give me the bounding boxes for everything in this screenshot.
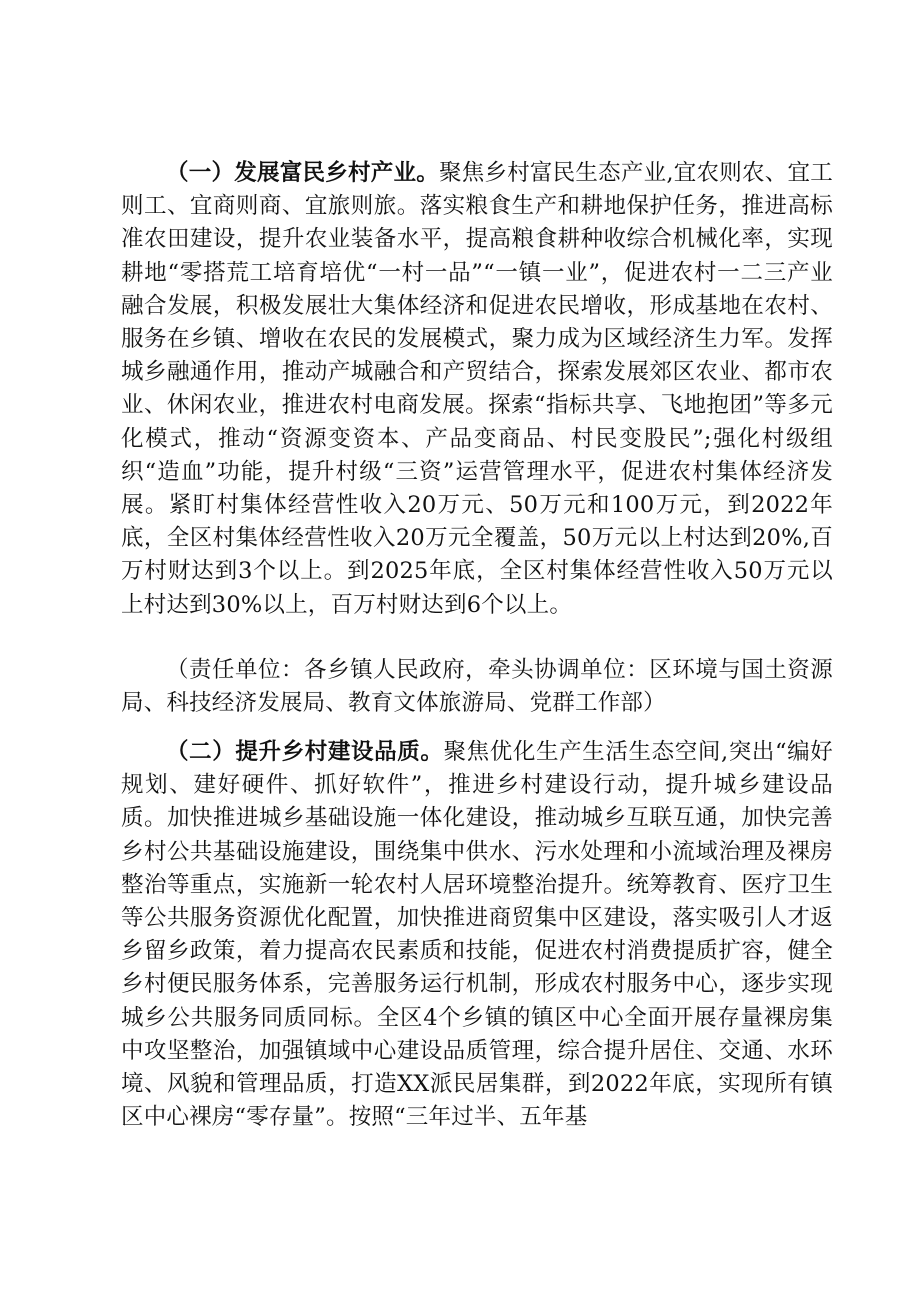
paragraph-responsible-units [121, 654, 833, 720]
section-heading-1: （一）发展富民乡村产业。 [166, 160, 439, 186]
paragraph-body-2: （责任单位：各乡镇人民政府，牵头协调单位：区环境与国土资源局、科技经济发展局、教育文体旅游局、党群工作部） [121, 657, 833, 717]
paragraph-body-3: 聚焦优化生产生活生态空间,突出“编好规划、建好硬件、抓好软件”，推进乡村建设行动，提升城乡建设品质。加快推进城乡基础设施一体化建设，推动城乡互联互通，加快完善乡村公共基础设施建设，围绕集中供水、污水处理和小流域治理及裸房整治等重点，实施新一轮农村人居环境整治提升。统筹教育、医疗卫生等公共服务资源优化配置，加快推进商贸集中区建设，落实吸引人才返乡留乡政策，着力提高农民素质和技能，促进农村消费提质扩容，健全乡村便民服务体系，完善服务运行机制，形成农村服务中心，逐步实现城乡公共服务同质同标。全区4个乡镇的镇区中心全面开展存量裸房集中攻坚整治，加强镇域中心建设品质管理，综合提升居住、交通、水环境、风貌和管理品质，打造XX派民居集群，到2022年底，实现所有镇区中心裸房“零存量”。按照“三年过半、五年基 [121, 739, 833, 1131]
section-heading-2: （二）提升乡村建设品质。 [166, 739, 444, 765]
paragraph-body-1: 聚焦乡村富民生态产业,宜农则农、宜工则工、宜商则商、宜旅则旅。落实粮食生产和耕地保护任务，推进高标准农田建设，提升农业装备水平，提高粮食耕种收综合机械化率，实现耕地“零搭荒工培育培优“一村一品”“一镇一业”，促进农村一二三产业融合发展，积极发展壮大集体经济和促进农民增收，形成基地在农村、服务在乡镇、增收在农民的发展模式，聚力成为区域经济生力军。发挥城乡融通作用，推动产城融合和产贸结合，探索发展郊区农业、都市农业、休闲农业，推进农村电商发展。探索“指标共享、飞地抱团”等多元化模式，推动“资源变资本、产品变商品、村民变股民”;强化村级组织“造血”功能，提升村级“三资”运营管理水平，促进农村集体经济发展。紧盯村集体经营性收入20万元、50万元和100万元，到2022年底，全区村集体经营性收入20万元全覆盖，50万元以上村达到20%,百万村财达到3个以上。到2025年底，全区村集体经营性收入50万元以上村达到30%以上，百万村财达到6个以上。 [121, 160, 833, 618]
paragraph-develop-rural-industry [121, 157, 833, 622]
paragraph-improve-rural-construction [121, 736, 833, 1134]
